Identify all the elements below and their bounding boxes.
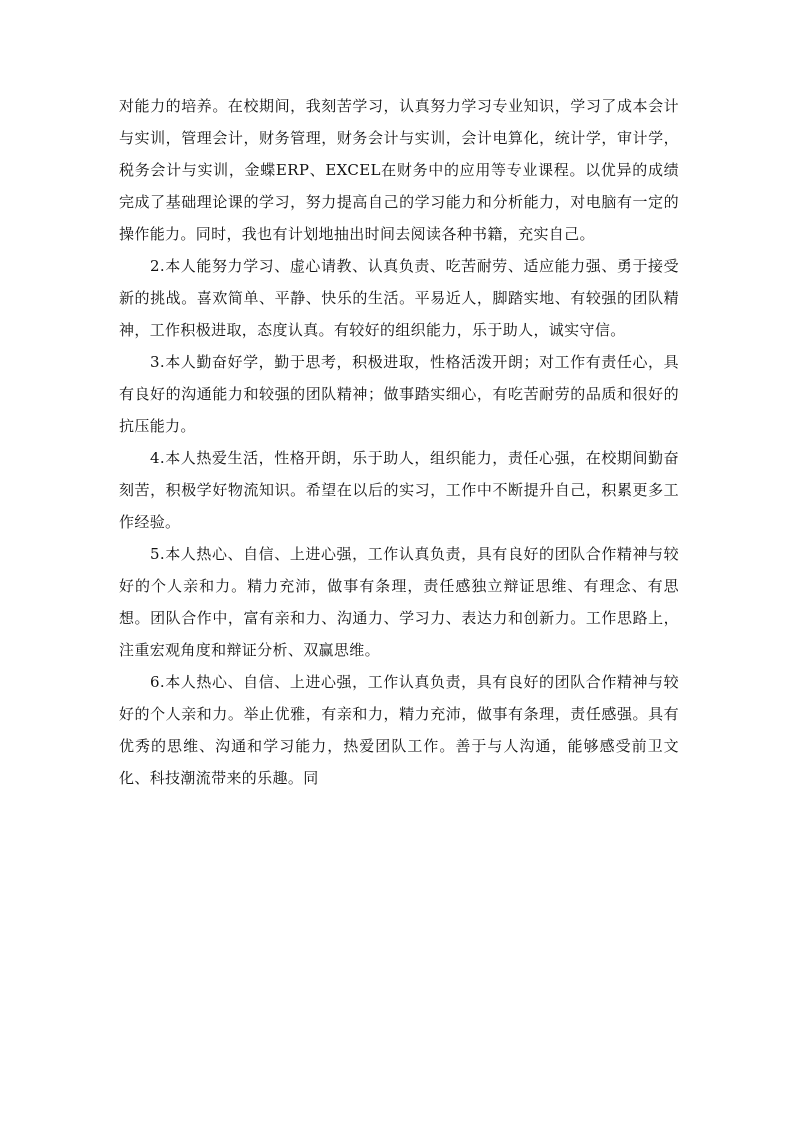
paragraph-item-4: 4.本人热爱生活，性格开朗，乐于助人，组织能力，责任心强，在校期间勤奋刻苦，积极学好物流知识。希望在以后的实习，工作中不断提升自己，积累更多工作经验。 [119, 449, 679, 531]
paragraph-item-5: 5.本人热心、自信、上进心强，工作认真负责，具有良好的团队合作精神与较好的个人亲和力。精力充沛，做事有条理，责任感独立辩证思维、有理念、有思想。团队合作中，富有亲和力、沟通力、学习力、表达力和创新力。工作思路上，注重宏观角度和辩证分析、双赢思维。 [119, 545, 679, 659]
paragraph-item-2: 2.本人能努力学习、虚心请教、认真负责、吃苦耐劳、适应能力强、勇于接受新的挑战。喜欢简单、平静、快乐的生活。平易近人，脚踏实地、有较强的团队精神，工作积极进取，态度认真。有较好的组织能力，乐于助人，诚实守信。 [119, 257, 679, 339]
paragraph-item-6: 6.本人热心、自信、上进心强，工作认真负责，具有良好的团队合作精神与较好的个人亲和力。举止优雅，有亲和力，精力充沛，做事有条理，责任感强。具有优秀的思维、沟通和学习能力，热爱团队工作。善于与人沟通，能够感受前卫文化、科技潮流带来的乐趣。同 [119, 673, 679, 787]
paragraph-continuation: 对能力的培养。在校期间，我刻苦学习，认真努力学习专业知识，学习了成本会计与实训，管理会计，财务管理，财务会计与实训，会计电算化，统计学，审计学，税务会计与实训，金蝶ERP、EXCEL在财务中的应用等专业课程。以优异的成绩完成了基础理论课的学习，努力提高自己的学习能力和分析能力，对电脑有一定的操作能力。同时，我也有计划地抽出时间去阅读各种书籍，充实自己。 [119, 97, 679, 243]
document-body [119, 90, 679, 794]
paragraph-item-3: 3.本人勤奋好学，勤于思考，积极进取，性格活泼开朗；对工作有责任心，具有良好的沟通能力和较强的团队精神；做事踏实细心，有吃苦耐劳的品质和很好的抗压能力。 [119, 353, 679, 435]
